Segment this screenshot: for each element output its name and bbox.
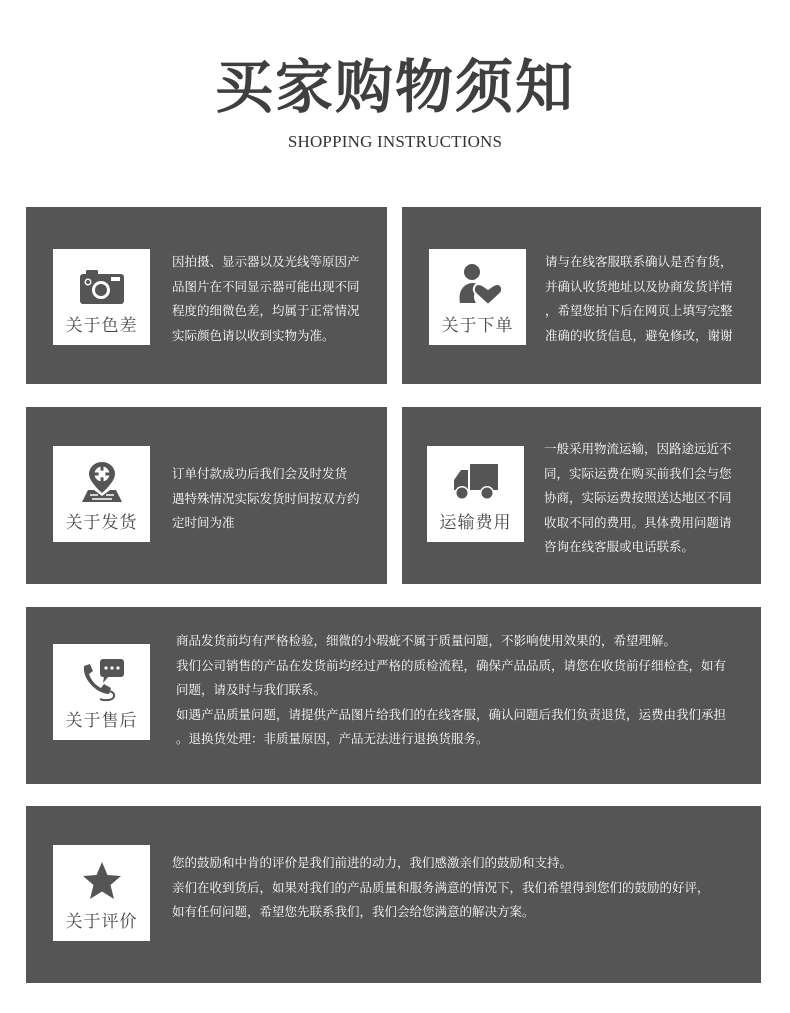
text-line: 协商，实际运费按照送达地区不同 xyxy=(544,490,732,505)
text-line: 订单付款成功后我们会及时发货 xyxy=(172,466,348,481)
section-ordering xyxy=(402,207,761,384)
page-title: 买家购物须知 xyxy=(214,53,575,121)
text-line: 并确认收货地址以及协商发货详情 xyxy=(545,278,733,294)
icon-box-ordering xyxy=(429,249,526,345)
icon-box-color-difference xyxy=(53,249,150,345)
text-line: 。退换货处理：非质量原因，产品无法进行退换货服务。 xyxy=(176,731,489,746)
text-line: 我们公司销售的产品在发货前均经过严格的质检流程，确保产品品质，请您在收货前仔细检查，如有 xyxy=(176,657,727,673)
text-line: 问题，请及时与我们联系。 xyxy=(176,682,327,697)
section-label: 关于下单 xyxy=(441,316,514,336)
text-line: 一般采用物流运输，因路途远近不 xyxy=(544,441,732,456)
section-shipping xyxy=(26,407,387,584)
user-heart-icon xyxy=(454,263,502,307)
section-label: 关于售后 xyxy=(65,711,138,731)
icon-box-after-sales xyxy=(53,644,150,740)
text-line: 遇特殊情况实际发货时间按双方约 xyxy=(172,490,360,506)
section-label: 运输费用 xyxy=(439,513,512,533)
text-line: 亲们在收到货后，如果对我们的产品质量和服务满意的情况下，我们希望得到您们的鼓励的好评， xyxy=(172,879,710,895)
icon-box-freight xyxy=(427,446,524,542)
section-reviews xyxy=(26,806,761,983)
text-line: 您的鼓励和中肯的评价是我们前进的动力，我们感激亲们的鼓励和支持。 xyxy=(172,855,573,870)
icon-box-reviews xyxy=(53,845,150,941)
location-map-icon xyxy=(78,460,126,504)
section-text xyxy=(544,437,732,560)
text-line: 品图片在不同显示器可能出现不同 xyxy=(172,278,360,294)
page-subtitle: SHOPPING INSTRUCTIONS xyxy=(287,132,503,151)
camera-icon xyxy=(78,263,126,307)
text-line: 商品发货前均有严格检验，细微的小瑕疵不属于质量问题，不影响使用效果的，希望理解。 xyxy=(176,633,677,648)
phone-chat-icon xyxy=(78,658,126,702)
section-text xyxy=(172,462,360,536)
section-text xyxy=(545,250,733,348)
section-text xyxy=(176,629,726,752)
section-label: 关于色差 xyxy=(65,316,138,336)
text-line: 同，实际运费在购买前我们会与您 xyxy=(544,465,732,481)
text-line: 准确的收货信息，避免修改，谢谢 xyxy=(545,327,733,343)
section-after-sales xyxy=(26,607,761,784)
section-label: 关于评价 xyxy=(65,912,138,932)
star-icon xyxy=(78,859,126,903)
text-line: 定时间为准 xyxy=(172,515,235,530)
section-label: 关于发货 xyxy=(65,513,138,533)
icon-box-shipping xyxy=(53,446,150,542)
text-line: 因拍摄、显示器以及光线等原因产 xyxy=(172,254,360,269)
section-freight xyxy=(402,407,761,584)
truck-icon xyxy=(452,460,500,504)
text-line: 如遇产品质量问题，请提供产品图片给我们的在线客服，确认问题后我们负责退货，运费由我们承担 xyxy=(176,706,727,722)
text-line: 请与在线客服联系确认是否有货， xyxy=(545,254,733,269)
section-color-difference xyxy=(26,207,387,384)
text-line: 程度的细微色差，均属于正常情况 xyxy=(172,303,360,318)
text-line: 咨询在线客服或电话联系。 xyxy=(544,539,695,554)
section-text xyxy=(172,250,360,348)
text-line: ，希望您拍下后在网页上填写完整 xyxy=(545,303,733,318)
text-line: 收取不同的费用。具体费用问题请 xyxy=(544,514,732,530)
text-line: 实际颜色请以收到实物为准。 xyxy=(172,327,335,343)
section-text xyxy=(172,851,710,925)
text-line: 如有任何问题，希望您先联系我们，我们会给您满意的解决方案。 xyxy=(172,904,535,919)
